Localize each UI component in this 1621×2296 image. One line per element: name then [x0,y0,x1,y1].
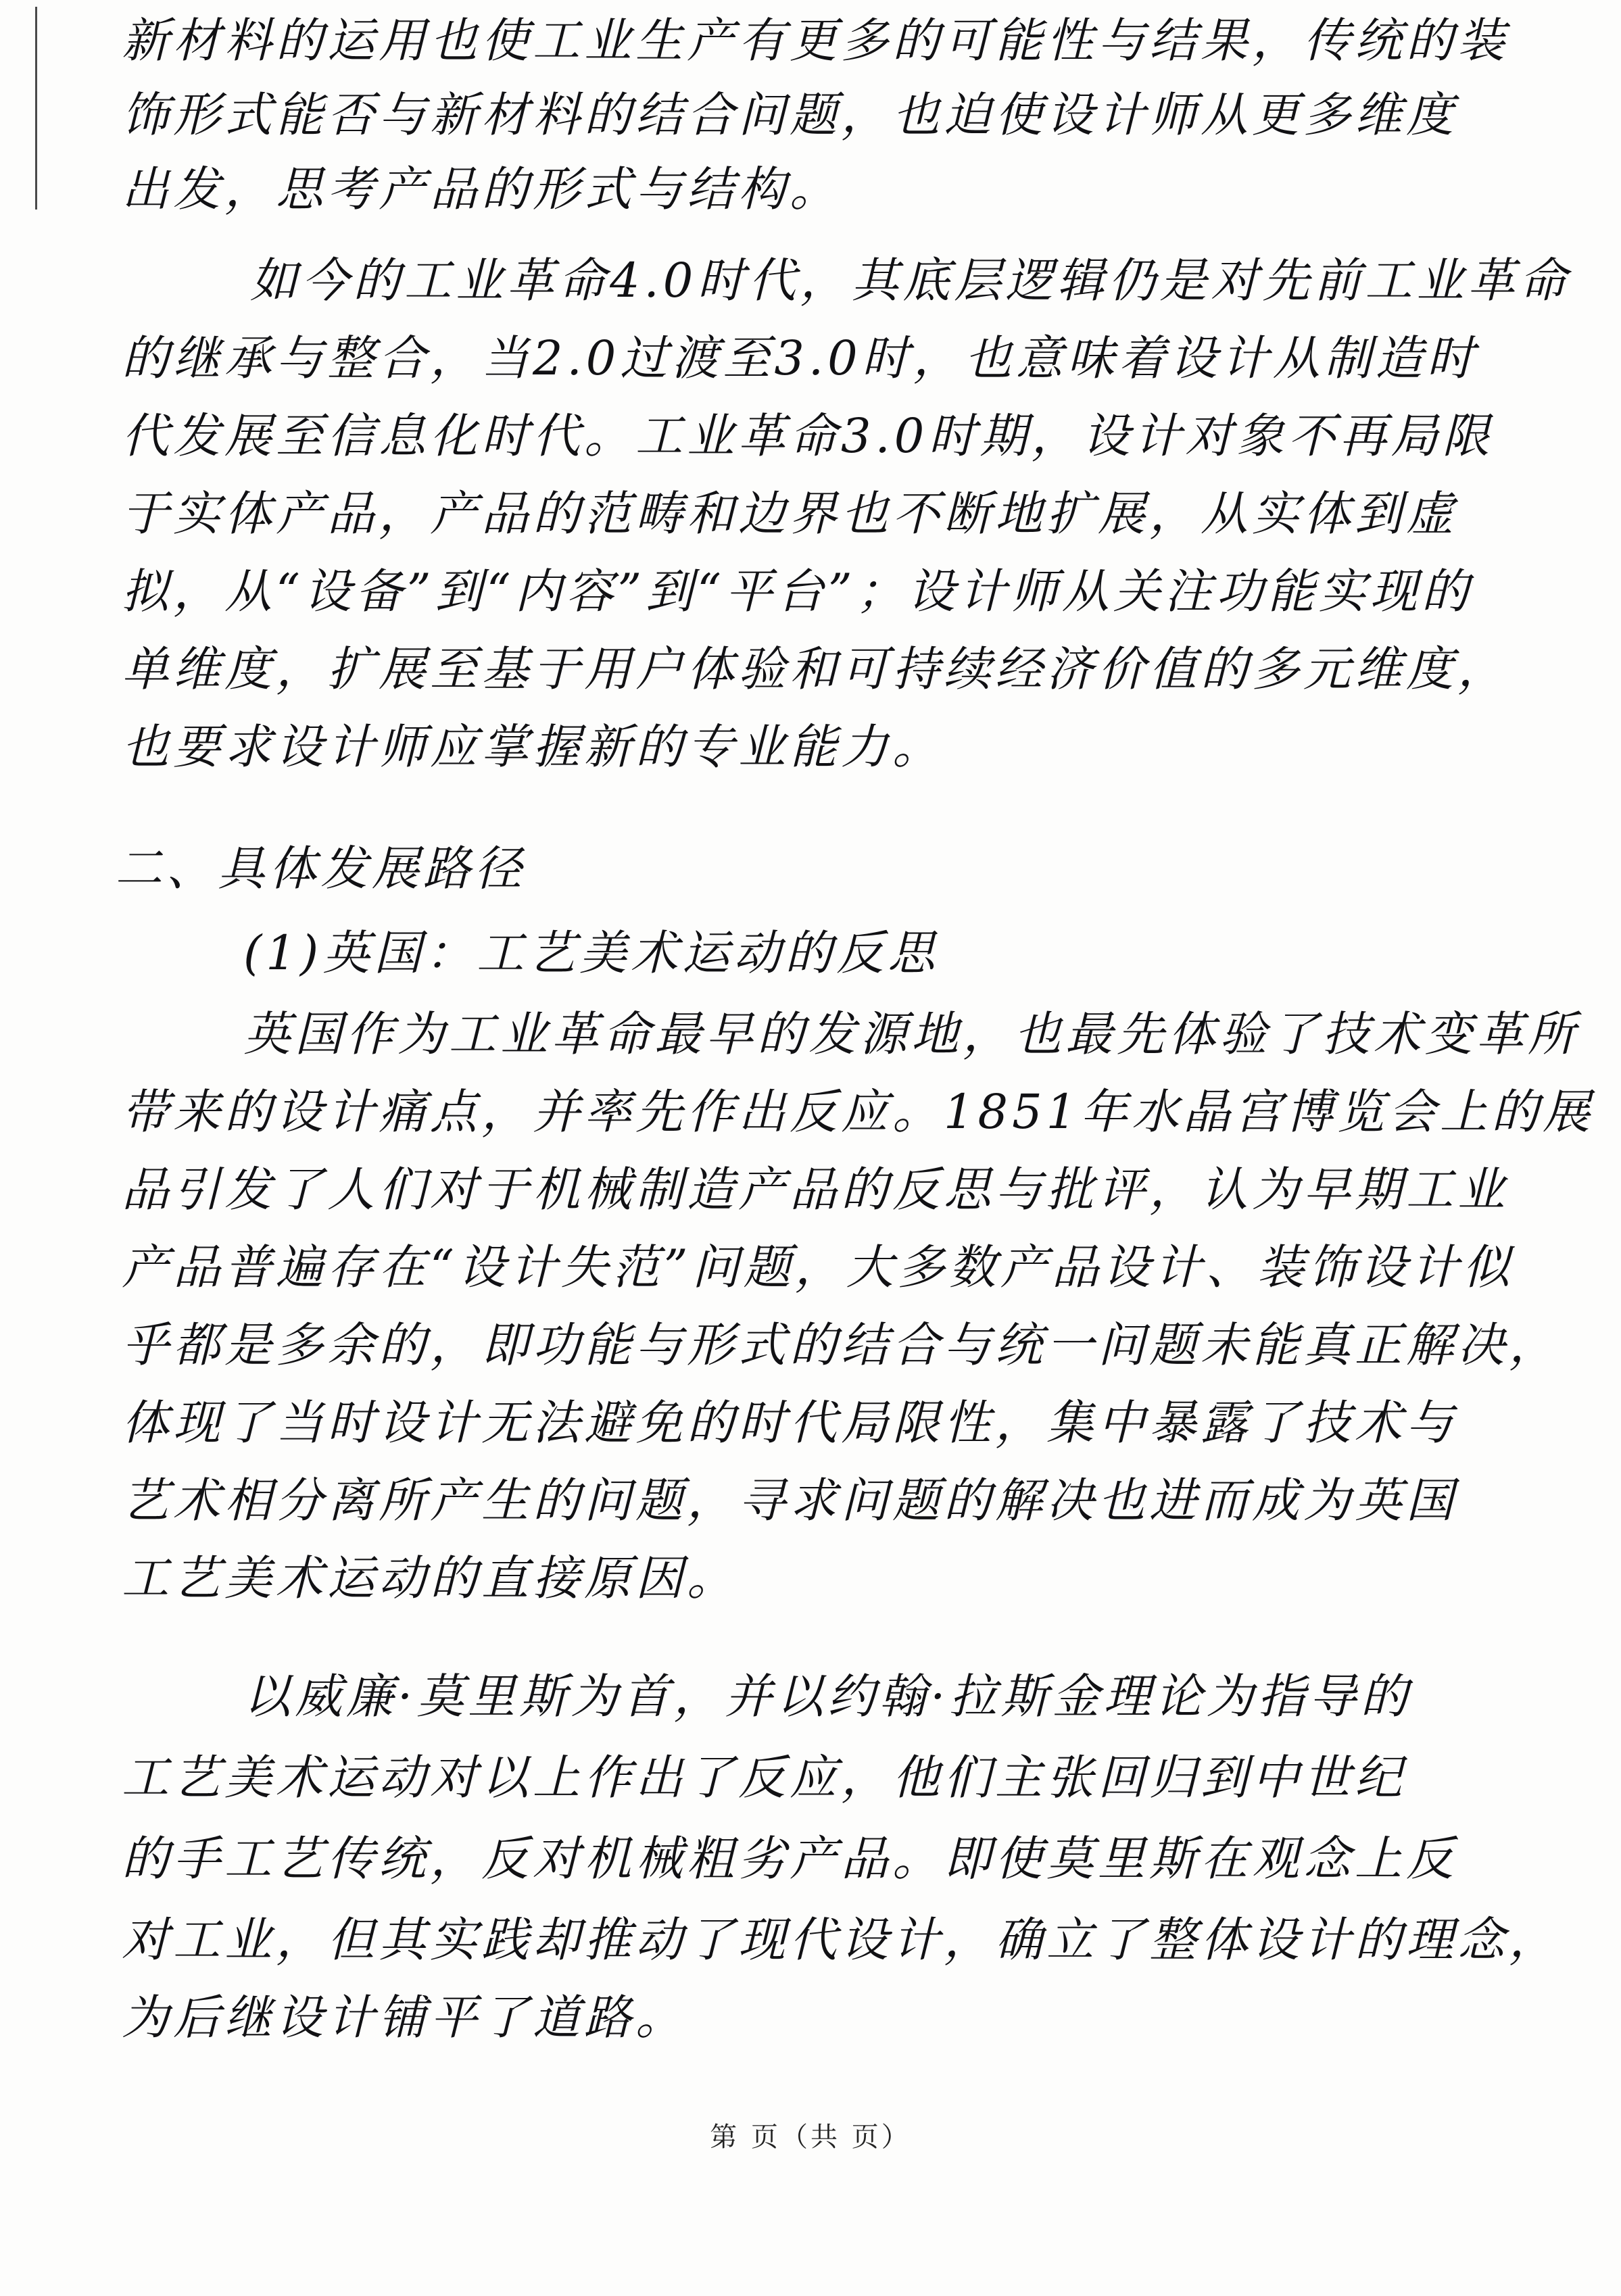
margin-line [35,7,37,210]
text-line: 也要求设计师应掌握新的专业能力。 [122,719,944,775]
text-line: 工艺美术运动对以上作出了反应，他们主张回归到中世纪 [122,1750,1406,1805]
section-heading: 二、具体发展路径 [115,841,526,896]
text-line: 的继承与整合，当2.0过渡至3.0时，也意味着设计从制造时 [122,331,1478,386]
text-line: 新材料的运用也使工业生产有更多的可能性与结果，传统的装 [122,13,1509,68]
text-line: 代发展至信息化时代。工业革命3.0时期，设计对象不再局限 [122,408,1494,464]
text-line: 乎都是多余的，即功能与形式的结合与统一问题未能真正解决， [122,1317,1560,1373]
subsection-heading: (1)英国：工艺美术运动的反思 [243,925,940,981]
text-line: 对工业，但其实践却推动了现代设计，确立了整体设计的理念， [122,1912,1560,1968]
text-line: 于实体产品，产品的范畴和边界也不断地扩展，从实体到虚 [122,486,1457,541]
text-line: 带来的设计痛点，并率先作出反应。1851年水晶宫博览会上的展 [122,1084,1595,1140]
text-line: 英国作为工业革命最早的发源地，也最先体验了技术变革所 [243,1006,1579,1062]
text-line: 艺术相分离所产生的问题，寻求问题的解决也进而成为英国 [122,1473,1457,1528]
text-line: 工艺美术运动的直接原因。 [122,1550,738,1606]
text-line: 如今的工业革命4.0时代，其底层逻辑仍是对先前工业革命 [250,253,1571,308]
text-line: 饰形式能否与新材料的结合问题，也迫使设计师从更多维度 [122,87,1457,143]
text-line: 拟，从“设备”到“内容”到“平台”；设计师从关注功能实现的 [122,564,1473,619]
text-line: 为后继设计铺平了道路。 [122,1990,687,2045]
text-line: 的手工艺传统，反对机械粗劣产品。即使莫里斯在观念上反 [122,1831,1457,1886]
page-footer: 第 页（共 页） [710,2122,911,2153]
text-line: 体现了当时设计无法避免的时代局限性，集中暴露了技术与 [122,1395,1457,1450]
text-line: 以威廉·莫里斯为首，并以约翰·拉斯金理论为指导的 [243,1669,1412,1724]
text-line: 产品普遍存在“设计失范”问题，大多数产品设计、装饰设计似 [122,1240,1514,1295]
text-line: 品引发了人们对于机械制造产品的反思与批评，认为早期工业 [122,1162,1509,1217]
text-line: 单维度，扩展至基于用户体验和可持续经济价值的多元维度， [122,641,1509,697]
text-line: 出发，思考产品的形式与结构。 [122,162,841,217]
